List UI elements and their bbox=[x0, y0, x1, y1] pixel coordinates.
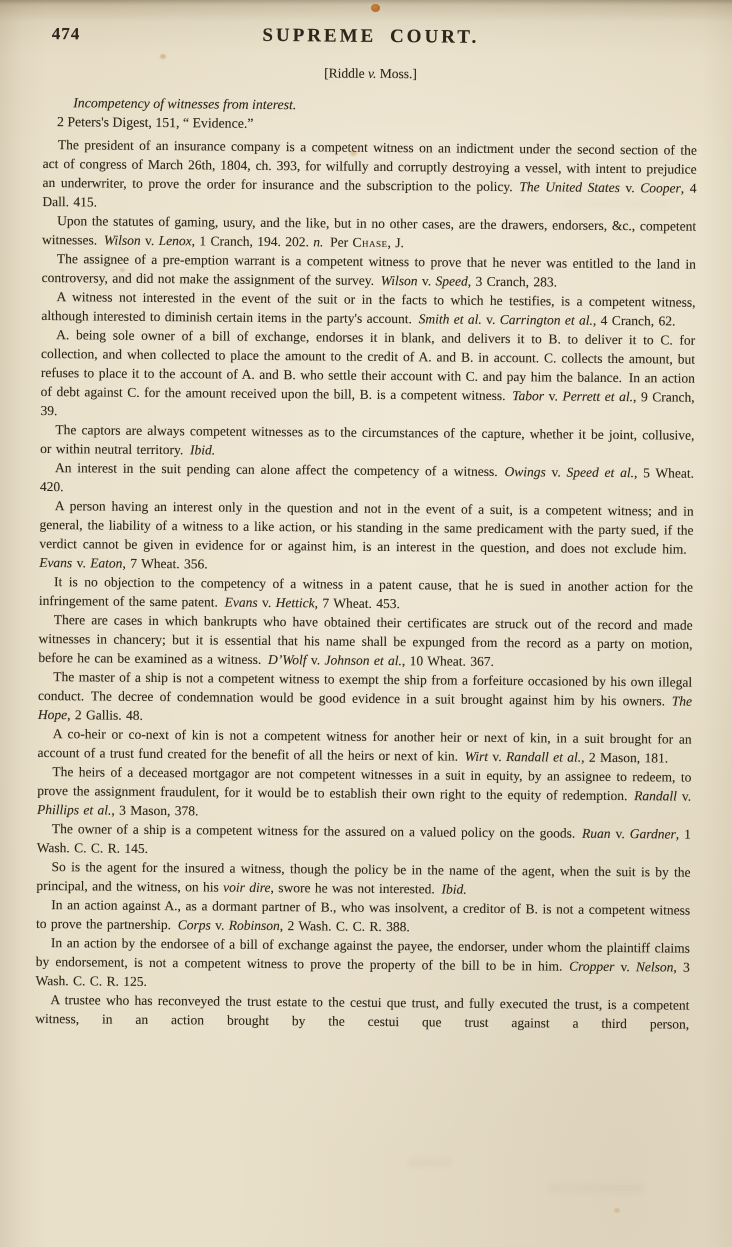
running-header bbox=[44, 16, 698, 56]
digest-paragraph-18: A trustee who has reconveyed the trust estate to the cestui que trust, and fully executed the trust, is a competent witness, in an action brought by the cestui que trust against a third person, bbox=[35, 992, 690, 1032]
digest-paragraph-4: A witness not interested in the event of the suit or in the facts to which he testifies, is a competent witness, although interested to diminish certain items in the party's account. Smith et al. v. Carrington et al., 4 Cranch, 62. bbox=[41, 289, 696, 329]
digest-paragraphs bbox=[35, 135, 697, 1034]
digest-paragraph-13: The heirs of a deceased mortgagor are not competent witnesses in a suit in equity, by an assignee to redeem, to prove the assignment fraudulent, for it would be to establish their own right to the equity of redemption. Randall v. Phillips et al., 3 Mason, 378. bbox=[37, 764, 692, 819]
section-heading: Incompetency of witnesses from interest. bbox=[73, 95, 297, 113]
digest-paragraph-10: There are cases in which bankrupts who have obtained their certificates are struck out of the record and made witnesses in chancery; but it is essential that his name shall be expunged from the record as a party on motion, before he can be examined as a witness. D’Wolf v. Johnson et al., 10 Wheat. 367. bbox=[38, 612, 693, 669]
digest-paragraph-9: It is no objection to the competency of a witness in a patent cause, that he is sued in another action for the infringement of the same patent. Evans v. Hettick, 7 Wheat. 453. bbox=[38, 574, 694, 612]
case-caption: [Riddle v. Moss.] bbox=[324, 65, 417, 82]
digest-paragraph-17: In an action by the endorsee of a bill of exchange against the payee, the endorser, under whom the plaintiff claims by endorsement, is not a competent witness to prove the property of the bill to be in him. Cropper v. Nelson, 3 Wash. C. C. R. 125. bbox=[35, 935, 690, 989]
bleed-through-smudge bbox=[548, 1183, 644, 1193]
digest-paragraph-1: The president of an insurance company is a competent witness on an indictment under the second section of the act of congress of March 26th, 1804, ch. 393, for wilfully and corruptly destroying a vessel, with intent to prejudice an underwriter, to prove the order for insurance and the subscription to the policy. The United States v. Cooper, 4 Dall. 415. bbox=[42, 137, 697, 210]
digest-paragraph-8: A person having an interest only in the question and not in the event of a suit, is a competent witness; and in general, the liability of a witness to a like action, or his standing in the same predicament with the party sued, if the verdict cannot be given in evidence for or against him, is an interest in the question, and does not exclude him. Evans v. Eaton, 7 Wheat. 356. bbox=[39, 498, 694, 572]
page-content bbox=[35, 16, 698, 1034]
foxing-spot bbox=[371, 4, 380, 12]
digest-reference: 2 Peters's Digest, 151, “ Evidence.” bbox=[57, 114, 254, 131]
digest-paragraph-2: Upon the statutes of gaming, usury, and the like, but in no other cases, are the drawers, endorsers, &c., competent witnesses. Wilson v. Lenox, 1 Cranch, 194. 202. n. Per Chase, J. bbox=[41, 213, 697, 251]
digest-paragraph-3: The assignee of a pre-emption warrant is a competent witness to prove that he never was entitled to the land in controversy, and did not make the assignment of the survey. Wilson v. Speed, 3 Cranch, 283. bbox=[41, 251, 696, 290]
running-head-title: SUPREME COURT. bbox=[262, 24, 480, 48]
digest-paragraph-11: The master of a ship is not a competent witness to exempt the ship from a forfeiture occasioned by his own illegal conduct. The decree of condemnation would be good evidence in a suit brought against him by his owners. The Hope, 2 Gallis. 48. bbox=[37, 669, 693, 723]
digest-paragraph-7: An interest in the suit pending can alone affect the competency of a witness. Owings v. Speed et al., 5 Wheat. 420. bbox=[39, 460, 695, 495]
digest-paragraph-5: A. being sole owner of a bill of exchange, endorses it in blank, and delivers it to B. to deliver it to C. for collection, and when collected to place the amount to the credit of A. and B. in account. C. collects the amount, but refuses to place it to the account of A. and B. who settle their account with C. and pay him the balance. In an action of debt against C. for the amount received upon the bill, B. is a competent witness. Tabor v. Perrett et al., 9 Cranch, 39. bbox=[40, 327, 696, 419]
page-number: 474 bbox=[51, 24, 81, 44]
digest-paragraph-16: In an action against A., as a dormant partner of B., who was insolvent, a creditor of B. is not a competent witness to prove the partnership. Corps v. Robinson, 2 Wash. C. C. R. 388. bbox=[36, 897, 691, 935]
bleed-through-smudge bbox=[408, 1158, 452, 1167]
digest-paragraph-15: So is the agent for the insured a witness, though the policy be in the name of the agent, when the suit is by the principal, and the witness, on his voir dire, swore he was not interested. Ibid. bbox=[36, 859, 691, 897]
digest-paragraph-12: A co-heir or co-next of kin is not a competent witness for another heir or next of kin, in a suit brought for an account of a trust fund created for the benefit of all the heirs or next of kin. Wirt v. Randall et al., 2 Mason, 181. bbox=[37, 726, 692, 766]
digest-paragraph-14: The owner of a ship is a competent witness for the assured on a valued policy on the goods. Ruan v. Gardner, 1 Wash. C. C. R. 145. bbox=[36, 821, 691, 856]
digest-paragraph-6: The captors are always competent witnesses as to the circumstances of the capture, whether it be joint, collusive, or within neutral territory. Ibid. bbox=[40, 422, 695, 458]
foxing-spot bbox=[614, 1208, 620, 1213]
